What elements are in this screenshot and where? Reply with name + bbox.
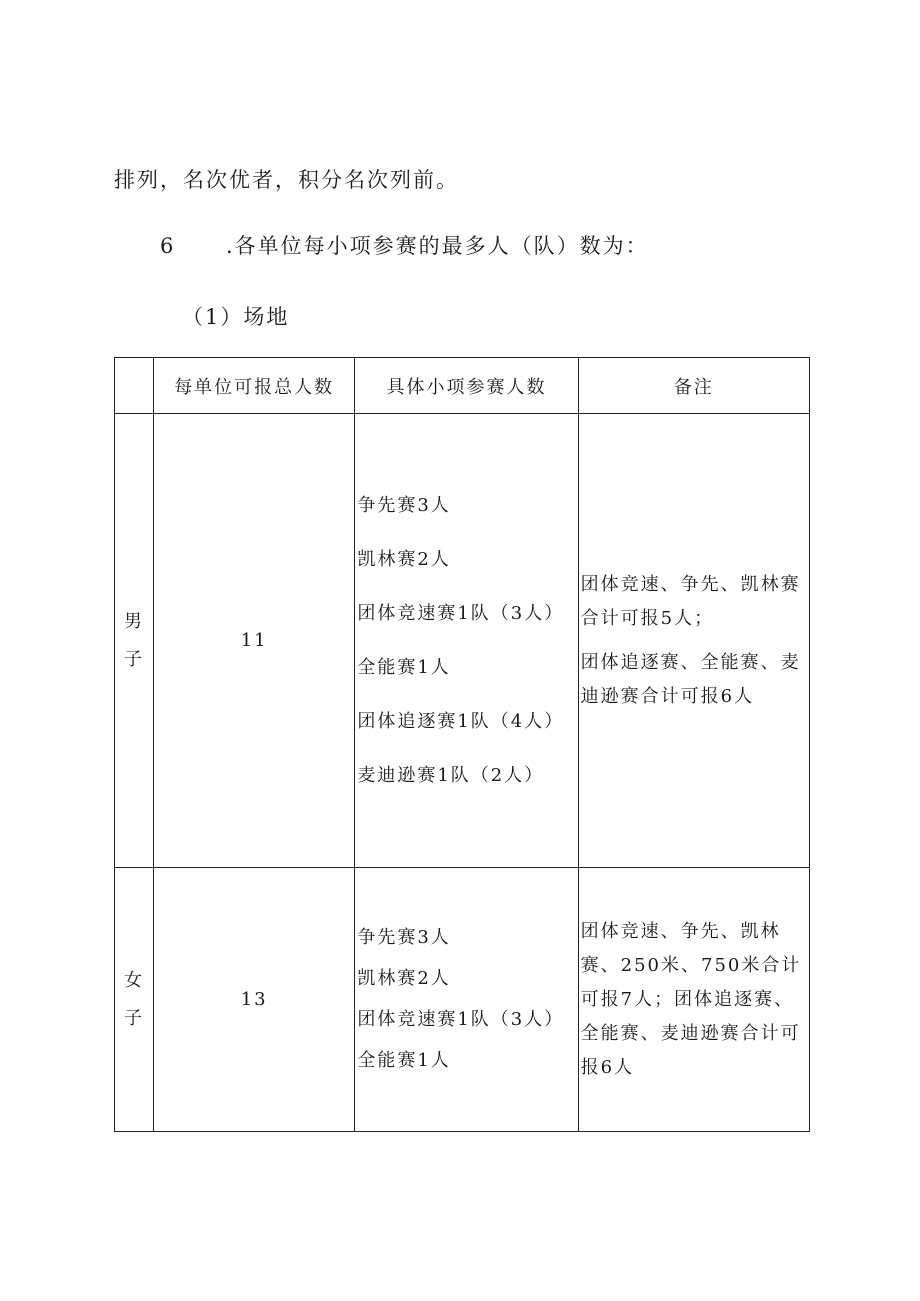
item-number: 6: [160, 234, 176, 258]
list-item: 凯林赛2人: [357, 968, 451, 989]
note-text: 团体追逐赛、全能赛、麦迪逊赛合计可报6人: [580, 651, 801, 707]
group-cell: [115, 414, 154, 868]
note-text: 团体竞速、争先、凯林赛、250米、750米合计可报7人；团体追逐赛、全能赛、麦迪逊赛合计可报6人: [580, 920, 802, 1078]
group-char: 子: [124, 648, 145, 670]
table-row-men: [115, 414, 810, 868]
header-cell-notes: 备注: [578, 358, 809, 414]
total-cell: 13: [154, 868, 355, 1132]
list-item: 团体竞速赛1队（3人）: [357, 1009, 565, 1030]
list-item: 争先赛3人: [357, 494, 451, 516]
items-cell: [355, 868, 578, 1132]
list-item: 凯林赛2人: [357, 548, 451, 570]
list-item: 团体追逐赛1队（4人）: [357, 710, 565, 732]
group-cell: [115, 868, 154, 1132]
table-header-row: [115, 358, 810, 414]
list-item: 争先赛3人: [357, 927, 451, 948]
entry-limit-table: [114, 357, 810, 1132]
total-cell: 11: [154, 414, 355, 868]
item-text: .各单位每小项参赛的最多人（队）数为：: [226, 234, 649, 258]
item-6-heading: [160, 230, 649, 260]
list-item: 全能赛1人: [357, 1050, 451, 1071]
group-char: 子: [124, 1007, 145, 1029]
header-cell-items: 具体小项参赛人数: [355, 358, 578, 414]
header-cell-total: 每单位可报总人数: [154, 358, 355, 414]
group-char: 男: [124, 610, 145, 632]
note-text: 团体竞速、争先、凯林赛合计可报5人；: [580, 573, 801, 629]
items-cell: [355, 414, 578, 868]
group-char: 女: [124, 969, 145, 991]
header-cell-blank: [115, 358, 154, 414]
notes-cell: [578, 868, 809, 1132]
list-item: 麦迪逊赛1队（2人）: [357, 764, 545, 786]
list-item: 全能赛1人: [357, 656, 451, 678]
table-row-women: [115, 868, 810, 1132]
notes-cell: [578, 414, 809, 868]
paragraph-continuation: 排列，名次优者，积分名次列前。: [114, 168, 459, 192]
subsection-heading: （1）场地: [182, 305, 290, 329]
list-item: 团体竞速赛1队（3人）: [357, 602, 565, 624]
